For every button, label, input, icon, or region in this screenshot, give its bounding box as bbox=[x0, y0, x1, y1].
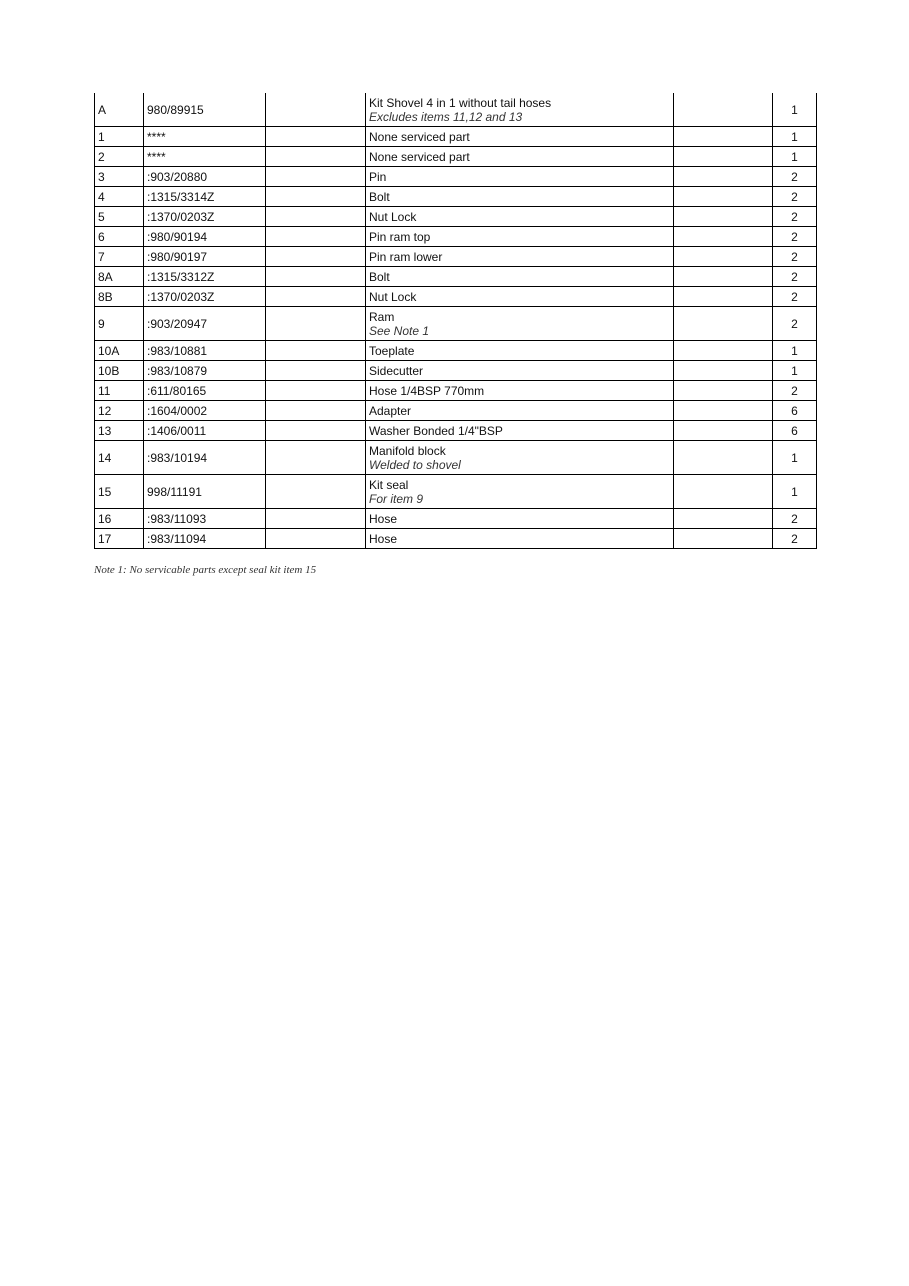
table-row bbox=[95, 475, 817, 509]
empty-cell bbox=[674, 529, 773, 549]
item-number: A bbox=[95, 93, 144, 127]
quantity: 2 bbox=[773, 381, 817, 401]
empty-cell bbox=[674, 361, 773, 381]
empty-cell bbox=[674, 421, 773, 441]
part-number: :611/80165 bbox=[144, 381, 266, 401]
part-number: :1370/0203Z bbox=[144, 207, 266, 227]
table-row bbox=[95, 307, 817, 341]
quantity: 1 bbox=[773, 147, 817, 167]
quantity: 2 bbox=[773, 227, 817, 247]
description bbox=[366, 147, 674, 167]
item-number: 11 bbox=[95, 381, 144, 401]
item-number: 8A bbox=[95, 267, 144, 287]
table-row bbox=[95, 147, 817, 167]
empty-cell bbox=[266, 509, 366, 529]
table-row bbox=[95, 227, 817, 247]
empty-cell bbox=[266, 307, 366, 341]
part-number: :903/20880 bbox=[144, 167, 266, 187]
empty-cell bbox=[674, 187, 773, 207]
footnote: Note 1: No servicable parts except seal kit item 15 bbox=[94, 564, 317, 576]
part-number: :1315/3312Z bbox=[144, 267, 266, 287]
description bbox=[366, 287, 674, 307]
empty-cell bbox=[674, 475, 773, 509]
description-text: Kit Shovel 4 in 1 without tail hoses bbox=[369, 95, 552, 110]
description bbox=[366, 207, 674, 227]
description bbox=[366, 361, 674, 381]
description-text: None serviced part bbox=[369, 129, 470, 144]
table-row bbox=[95, 509, 817, 529]
table-row bbox=[95, 287, 817, 307]
empty-cell bbox=[674, 307, 773, 341]
description-text: Bolt bbox=[369, 269, 390, 284]
empty-cell bbox=[266, 401, 366, 421]
empty-cell bbox=[266, 147, 366, 167]
part-number: :1370/0203Z bbox=[144, 287, 266, 307]
description-text: Toeplate bbox=[369, 343, 415, 358]
quantity: 1 bbox=[773, 93, 817, 127]
part-number: :1406/0011 bbox=[144, 421, 266, 441]
table-row bbox=[95, 167, 817, 187]
empty-cell bbox=[266, 421, 366, 441]
description bbox=[366, 475, 674, 509]
description-text: Kit seal bbox=[369, 477, 409, 492]
item-number: 4 bbox=[95, 187, 144, 207]
table-row bbox=[95, 361, 817, 381]
empty-cell bbox=[674, 287, 773, 307]
description bbox=[366, 127, 674, 147]
description-text: Hose 1/4BSP 770mm bbox=[369, 383, 485, 398]
description-note: Welded to shovel bbox=[369, 457, 461, 472]
description-text: Pin ram lower bbox=[369, 249, 443, 264]
item-number: 16 bbox=[95, 509, 144, 529]
part-number: :980/90197 bbox=[144, 247, 266, 267]
empty-cell bbox=[266, 341, 366, 361]
quantity: 2 bbox=[773, 509, 817, 529]
description-text: Washer Bonded 1/4"BSP bbox=[369, 423, 503, 438]
parts-table bbox=[94, 93, 817, 549]
empty-cell bbox=[674, 341, 773, 361]
part-number: :1604/0002 bbox=[144, 401, 266, 421]
quantity: 1 bbox=[773, 127, 817, 147]
description-text: Adapter bbox=[369, 403, 412, 418]
item-number: 2 bbox=[95, 147, 144, 167]
description bbox=[366, 529, 674, 549]
item-number: 10A bbox=[95, 341, 144, 361]
item-number: 17 bbox=[95, 529, 144, 549]
empty-cell bbox=[674, 227, 773, 247]
quantity: 2 bbox=[773, 167, 817, 187]
description bbox=[366, 93, 674, 127]
empty-cell bbox=[266, 475, 366, 509]
empty-cell bbox=[266, 167, 366, 187]
description-text: Sidecutter bbox=[369, 363, 424, 378]
description bbox=[366, 421, 674, 441]
part-number: :983/10879 bbox=[144, 361, 266, 381]
description bbox=[366, 307, 674, 341]
part-number: :903/20947 bbox=[144, 307, 266, 341]
quantity: 2 bbox=[773, 187, 817, 207]
item-number: 10B bbox=[95, 361, 144, 381]
description-text: Nut Lock bbox=[369, 289, 417, 304]
empty-cell bbox=[674, 207, 773, 227]
quantity: 2 bbox=[773, 287, 817, 307]
quantity: 2 bbox=[773, 267, 817, 287]
item-number: 14 bbox=[95, 441, 144, 475]
table-row bbox=[95, 381, 817, 401]
part-number: **** bbox=[144, 147, 266, 167]
empty-cell bbox=[266, 93, 366, 127]
description bbox=[366, 441, 674, 475]
description-note: For item 9 bbox=[369, 491, 424, 506]
description-text: Bolt bbox=[369, 189, 390, 204]
part-number: :980/90194 bbox=[144, 227, 266, 247]
empty-cell bbox=[674, 441, 773, 475]
description-note: Excludes items 11,12 and 13 bbox=[369, 109, 523, 124]
description bbox=[366, 401, 674, 421]
description bbox=[366, 267, 674, 287]
part-number: :983/10194 bbox=[144, 441, 266, 475]
empty-cell bbox=[266, 287, 366, 307]
quantity: 1 bbox=[773, 441, 817, 475]
empty-cell bbox=[266, 207, 366, 227]
empty-cell bbox=[674, 509, 773, 529]
empty-cell bbox=[674, 267, 773, 287]
description bbox=[366, 381, 674, 401]
empty-cell bbox=[674, 147, 773, 167]
empty-cell bbox=[266, 227, 366, 247]
table-row bbox=[95, 441, 817, 475]
table-row bbox=[95, 529, 817, 549]
description-text: Ram bbox=[369, 309, 395, 324]
empty-cell bbox=[674, 93, 773, 127]
description-text: Hose bbox=[369, 511, 398, 526]
item-number: 13 bbox=[95, 421, 144, 441]
description-text: Hose bbox=[369, 531, 398, 546]
table-row bbox=[95, 421, 817, 441]
item-number: 12 bbox=[95, 401, 144, 421]
table-row bbox=[95, 267, 817, 287]
empty-cell bbox=[674, 127, 773, 147]
table-row bbox=[95, 207, 817, 227]
description bbox=[366, 509, 674, 529]
part-number: :983/11094 bbox=[144, 529, 266, 549]
empty-cell bbox=[674, 401, 773, 421]
quantity: 6 bbox=[773, 421, 817, 441]
description-text: Nut Lock bbox=[369, 209, 417, 224]
item-number: 1 bbox=[95, 127, 144, 147]
quantity: 2 bbox=[773, 207, 817, 227]
quantity: 1 bbox=[773, 341, 817, 361]
item-number: 8B bbox=[95, 287, 144, 307]
part-number: :1315/3314Z bbox=[144, 187, 266, 207]
description bbox=[366, 187, 674, 207]
description-text: Pin ram top bbox=[369, 229, 431, 244]
empty-cell bbox=[266, 247, 366, 267]
table-row bbox=[95, 341, 817, 361]
quantity: 6 bbox=[773, 401, 817, 421]
description-note: See Note 1 bbox=[369, 323, 430, 338]
item-number: 7 bbox=[95, 247, 144, 267]
table-row bbox=[95, 401, 817, 421]
part-number: **** bbox=[144, 127, 266, 147]
empty-cell bbox=[266, 529, 366, 549]
quantity: 2 bbox=[773, 307, 817, 341]
item-number: 5 bbox=[95, 207, 144, 227]
description-text: None serviced part bbox=[369, 149, 470, 164]
description-text: Pin bbox=[369, 169, 387, 184]
part-number: 980/89915 bbox=[144, 93, 266, 127]
empty-cell bbox=[674, 247, 773, 267]
quantity: 1 bbox=[773, 361, 817, 381]
empty-cell bbox=[266, 381, 366, 401]
quantity: 1 bbox=[773, 475, 817, 509]
part-number: :983/11093 bbox=[144, 509, 266, 529]
empty-cell bbox=[266, 187, 366, 207]
empty-cell bbox=[674, 381, 773, 401]
description bbox=[366, 227, 674, 247]
empty-cell bbox=[674, 167, 773, 187]
description bbox=[366, 247, 674, 267]
table-row bbox=[95, 93, 817, 127]
empty-cell bbox=[266, 441, 366, 475]
description bbox=[366, 341, 674, 361]
empty-cell bbox=[266, 267, 366, 287]
item-number: 6 bbox=[95, 227, 144, 247]
item-number: 3 bbox=[95, 167, 144, 187]
item-number: 15 bbox=[95, 475, 144, 509]
empty-cell bbox=[266, 361, 366, 381]
description bbox=[366, 167, 674, 187]
empty-cell bbox=[266, 127, 366, 147]
part-number: 998/11191 bbox=[144, 475, 266, 509]
description-text: Manifold block bbox=[369, 443, 446, 458]
item-number: 9 bbox=[95, 307, 144, 341]
table-row bbox=[95, 127, 817, 147]
table-row bbox=[95, 187, 817, 207]
quantity: 2 bbox=[773, 529, 817, 549]
quantity: 2 bbox=[773, 247, 817, 267]
part-number: :983/10881 bbox=[144, 341, 266, 361]
table-row bbox=[95, 247, 817, 267]
